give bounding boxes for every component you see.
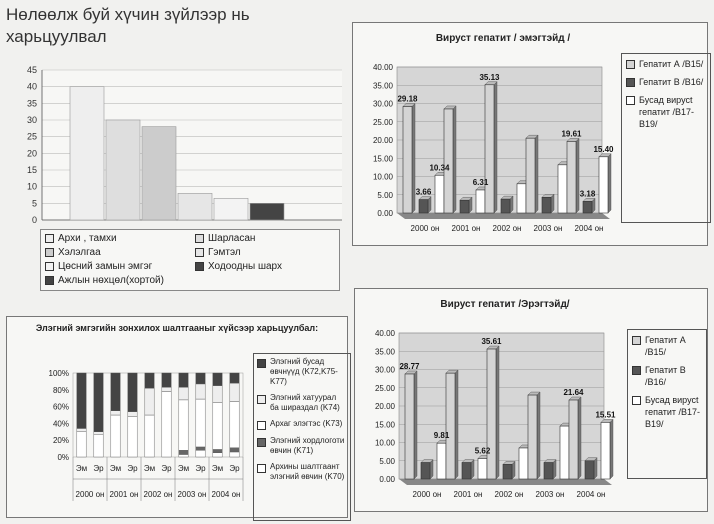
bar: [583, 201, 592, 213]
bar: [519, 448, 528, 479]
y-tick-label: 20.00: [372, 136, 393, 145]
legend-swatch: [195, 234, 204, 243]
bar: [503, 464, 512, 479]
y-tick-label: 30.00: [372, 99, 393, 109]
bar-segment: [179, 373, 188, 387]
bar: [419, 200, 428, 213]
bar-segment: [162, 391, 171, 457]
data-label: 15.40: [593, 144, 614, 154]
data-label: 3.18: [579, 189, 596, 199]
x-tick-label: Эм: [75, 464, 88, 473]
x-group-label: 2001 он: [109, 490, 139, 499]
bar: [446, 373, 455, 479]
y-tick-label: 35.00: [374, 347, 395, 357]
legend-swatch: [257, 359, 266, 368]
chart-title: Вируст гепатит /Эрэгтэйд/: [440, 299, 570, 310]
legend-swatch: [626, 78, 635, 87]
bar: [437, 443, 446, 479]
bar: [544, 463, 553, 479]
floor: [397, 213, 610, 219]
legend-swatch: [257, 438, 266, 447]
x-tick-label: Эр: [229, 464, 240, 473]
bar-segment: [213, 373, 222, 386]
y-tick-label: 0%: [57, 453, 69, 462]
y-tick-label: 0: [31, 215, 37, 225]
legend-swatch: [45, 234, 54, 243]
y-tick-label: 30.00: [374, 365, 395, 375]
y-tick-label: 20.00: [374, 402, 395, 411]
risk-factor-legend: [40, 229, 340, 291]
y-tick-label: 100%: [48, 369, 69, 378]
legend-item: [632, 334, 702, 358]
bar-segment: [77, 432, 86, 457]
x-tick-label: Эм: [109, 464, 122, 473]
x-tick-label: 2000 он: [410, 224, 440, 233]
legend-item: [45, 274, 195, 287]
bar-side: [578, 397, 581, 479]
hepatitis-female-plot: [353, 23, 618, 245]
y-tick-label: 35.00: [372, 81, 393, 91]
bar-segment: [179, 454, 188, 457]
bar: [585, 461, 594, 479]
y-tick-label: 0.00: [377, 209, 393, 218]
legend-swatch: [632, 366, 641, 375]
x-tick-label: Эр: [127, 464, 138, 473]
bar-side: [471, 460, 474, 479]
x-tick-label: Эр: [93, 464, 104, 473]
bar-side: [594, 458, 597, 479]
bar-segment: [230, 448, 239, 452]
floor: [399, 479, 612, 485]
bar-side: [535, 135, 538, 213]
y-tick-label: 25: [26, 131, 37, 142]
legend-swatch: [45, 248, 54, 257]
legend-label: Ажлын нөхцөл(хортой): [58, 275, 164, 286]
bar-segment: [230, 383, 239, 401]
bar: [444, 109, 453, 213]
y-tick-label: 25.00: [374, 383, 395, 393]
data-label: 6.31: [472, 177, 489, 187]
x-tick-label: 2001 он: [451, 224, 481, 233]
hepatitis-male-legend: [627, 329, 707, 479]
bar-segment: [213, 402, 222, 449]
bar-segment: [162, 373, 171, 387]
data-label: 15.51: [595, 410, 616, 420]
bar-segment: [230, 452, 239, 457]
legend-label: Бусад вирусt гепатит /B17-B19/: [645, 395, 701, 429]
legend-item: [257, 393, 347, 413]
y-tick-label: 15.00: [374, 420, 395, 430]
y-tick-label: 20%: [52, 436, 69, 446]
legend-item: [257, 419, 347, 430]
x-group-label: 2004 он: [211, 490, 241, 499]
bar-segment: [111, 415, 120, 457]
y-tick-label: 15.00: [372, 154, 393, 164]
legend-item: [45, 260, 195, 273]
y-tick-label: 40.00: [372, 63, 393, 72]
legend-label: Ходоодны шарх: [208, 261, 282, 272]
legend-swatch: [626, 96, 635, 105]
legend-label: Цөсний замын эмгэг: [58, 261, 153, 272]
bar-side: [414, 371, 417, 479]
bar-segment: [77, 373, 86, 428]
data-label: 10.34: [429, 163, 450, 173]
page-heading: Нөлөөлж буй хүчин зүйлээр нь харьцуулвал: [6, 5, 250, 46]
y-tick-label: 10.00: [374, 438, 395, 448]
bar-segment: [145, 415, 154, 457]
data-label: 9.81: [433, 431, 450, 441]
bar-segment: [94, 432, 103, 435]
hepatitis-female-chart: [352, 22, 708, 246]
bar: [560, 426, 569, 479]
legend-item: [257, 436, 347, 456]
x-tick-label: Эм: [143, 464, 156, 473]
bar-segment: [230, 373, 239, 383]
bar: [178, 193, 212, 220]
y-tick-label: 40: [26, 81, 37, 92]
chart-title: Вируст гепатит / эмэгтэйд /: [435, 33, 571, 44]
bar: [487, 349, 496, 479]
bar: [558, 165, 567, 213]
x-tick-label: Эр: [161, 464, 172, 473]
y-tick-label: 10.00: [372, 172, 393, 182]
x-tick-label: 2000 он: [412, 490, 442, 499]
y-tick-label: 15: [26, 165, 37, 175]
hepatitis-male-chart: [354, 288, 708, 512]
legend-label: Шарласан: [208, 233, 256, 244]
bar: [599, 157, 608, 213]
legend-label: Архины шалтгаант элэгний өвчин (K70): [270, 462, 345, 481]
liver-disease-cause-chart: [6, 316, 348, 518]
y-tick-label: 10: [26, 181, 37, 192]
legend-label: Элэгний хатуурал ба шираздал (K74): [270, 393, 340, 412]
x-tick-label: Эр: [195, 464, 206, 473]
bar: [601, 422, 610, 479]
bar: [214, 198, 248, 220]
bar: [435, 175, 444, 213]
bar-side: [553, 460, 556, 479]
bar: [501, 199, 510, 213]
bar-segment: [230, 402, 239, 448]
legend-item: [632, 394, 702, 430]
bar-segment: [145, 373, 154, 388]
y-tick-label: 40%: [52, 419, 69, 429]
legend-swatch: [632, 336, 641, 345]
data-label: 35.13: [479, 72, 500, 82]
legend-label: Архи , тамхи: [58, 233, 117, 244]
bar-side: [610, 419, 613, 479]
legend-swatch: [257, 421, 266, 430]
bar-side: [494, 82, 497, 213]
legend-item: [626, 58, 706, 70]
chart-title: Элэгний эмгэгийн зонхилох шалтгааныг хүйсээр харьцуулбал:: [35, 323, 319, 333]
bar-segment: [145, 388, 154, 415]
hepatitis-male-plot: [355, 289, 620, 511]
liver-disease-cause-legend: [253, 353, 351, 521]
data-label: 5.62: [474, 446, 491, 456]
y-tick-label: 5.00: [377, 190, 393, 200]
legend-label: Элэгний хордлоготи өвчин (K71): [270, 436, 345, 455]
legend-label: Гепатит В /B16/: [639, 77, 704, 87]
legend-swatch: [257, 395, 266, 404]
x-tick-label: 2001 он: [453, 490, 483, 499]
bar-segment: [196, 450, 205, 457]
bar-segment: [77, 428, 86, 431]
bar-segment: [128, 412, 137, 417]
bar: [142, 127, 176, 220]
bar: [476, 190, 485, 213]
legend-swatch: [45, 262, 54, 271]
bar: [528, 395, 537, 479]
bar-segment: [213, 386, 222, 403]
x-group-label: 2003 он: [177, 490, 207, 499]
legend-label: Элэгний бусад өвчнүүд (K72,K75-K77): [270, 357, 338, 386]
bar: [403, 106, 412, 213]
bar: [517, 184, 526, 213]
risk-factor-chart-plot: [6, 58, 344, 228]
legend-item: [632, 364, 702, 388]
bar-segment: [196, 399, 205, 447]
bar: [421, 463, 430, 479]
legend-swatch: [195, 248, 204, 257]
x-tick-label: 2002 он: [494, 490, 524, 499]
bar: [106, 120, 140, 220]
bar-side: [537, 392, 540, 479]
bar-side: [496, 346, 499, 479]
bar-segment: [213, 453, 222, 457]
data-label: 35.61: [481, 337, 502, 347]
legend-swatch: [632, 396, 641, 405]
x-tick-label: 2004 он: [574, 224, 604, 233]
hepatitis-female-legend: [621, 53, 711, 223]
bar-segment: [196, 447, 205, 450]
legend-item: [257, 357, 347, 387]
x-tick-label: 2004 он: [576, 490, 606, 499]
legend-item: [195, 246, 335, 259]
bar-segment: [128, 373, 137, 412]
bar-segment: [94, 434, 103, 457]
legend-swatch: [257, 464, 266, 473]
data-label: 21.64: [563, 388, 584, 398]
y-tick-label: 30: [26, 115, 37, 125]
bar-side: [412, 103, 415, 213]
legend-swatch: [195, 262, 204, 271]
y-tick-label: 80%: [52, 385, 69, 395]
legend-label: Гэмтэл: [208, 247, 241, 258]
legend-label: Архаг элэгтэс (K73): [270, 419, 343, 428]
y-tick-label: 40.00: [374, 329, 395, 338]
bar: [485, 85, 494, 213]
bar: [542, 197, 551, 213]
bar: [526, 138, 535, 213]
y-tick-label: 5.00: [379, 456, 395, 466]
x-tick-label: 2003 он: [535, 490, 565, 499]
bar-segment: [179, 387, 188, 400]
bar-side: [608, 154, 611, 213]
bar: [405, 374, 414, 479]
bar: [567, 141, 576, 213]
x-tick-label: Эм: [211, 464, 224, 473]
bar-segment: [196, 373, 205, 384]
legend-label: Гепатит А /B15/: [639, 59, 704, 69]
y-tick-label: 35: [26, 98, 37, 109]
bar: [478, 458, 487, 479]
y-tick-label: 60%: [52, 402, 69, 412]
data-label: 29.18: [397, 94, 418, 104]
legend-label: Гепатит А /B15/: [645, 335, 686, 357]
x-tick-label: 2002 он: [492, 224, 522, 233]
bar-segment: [162, 387, 171, 391]
legend-item: [45, 232, 195, 245]
bar: [70, 87, 104, 220]
bar-side: [430, 460, 433, 479]
legend-item: [626, 76, 706, 88]
x-tick-label: Эм: [177, 464, 190, 473]
bar-side: [576, 138, 579, 213]
legend-item: [626, 94, 706, 130]
y-tick-label: 25.00: [372, 117, 393, 127]
y-tick-label: 20: [26, 148, 37, 159]
y-tick-label: 0.00: [379, 475, 395, 484]
legend-swatch: [626, 60, 635, 69]
bar-segment: [179, 400, 188, 450]
legend-label: Бусад вирусt гепатит /B17-B19/: [639, 95, 695, 129]
data-label: 3.66: [415, 187, 432, 197]
bar-side: [453, 106, 456, 213]
x-group-label: 2000 он: [75, 490, 105, 499]
data-label: 19.61: [561, 129, 582, 139]
legend-swatch: [45, 276, 54, 285]
bar: [460, 200, 469, 213]
bar-segment: [111, 373, 120, 411]
bar: [569, 400, 578, 479]
legend-label: Хэлэлгаа: [58, 247, 101, 258]
legend-item: [257, 462, 347, 482]
legend-item: [195, 260, 335, 273]
bar-segment: [213, 449, 222, 452]
y-tick-label: 45: [26, 65, 37, 75]
y-tick-label: 5: [31, 198, 37, 209]
bar-segment: [111, 411, 120, 415]
legend-label: Гепатит В /B16/: [645, 365, 686, 387]
bar-segment: [94, 373, 103, 432]
x-group-label: 2002 он: [143, 490, 173, 499]
bar-segment: [179, 450, 188, 454]
legend-item: [45, 246, 195, 259]
data-label: 28.77: [399, 361, 420, 371]
legend-item: [195, 232, 335, 245]
bar-side: [455, 370, 458, 479]
bar: [462, 463, 471, 479]
x-tick-label: 2003 он: [533, 224, 563, 233]
bar-segment: [128, 417, 137, 457]
bar-segment: [196, 384, 205, 399]
bar: [250, 203, 284, 220]
